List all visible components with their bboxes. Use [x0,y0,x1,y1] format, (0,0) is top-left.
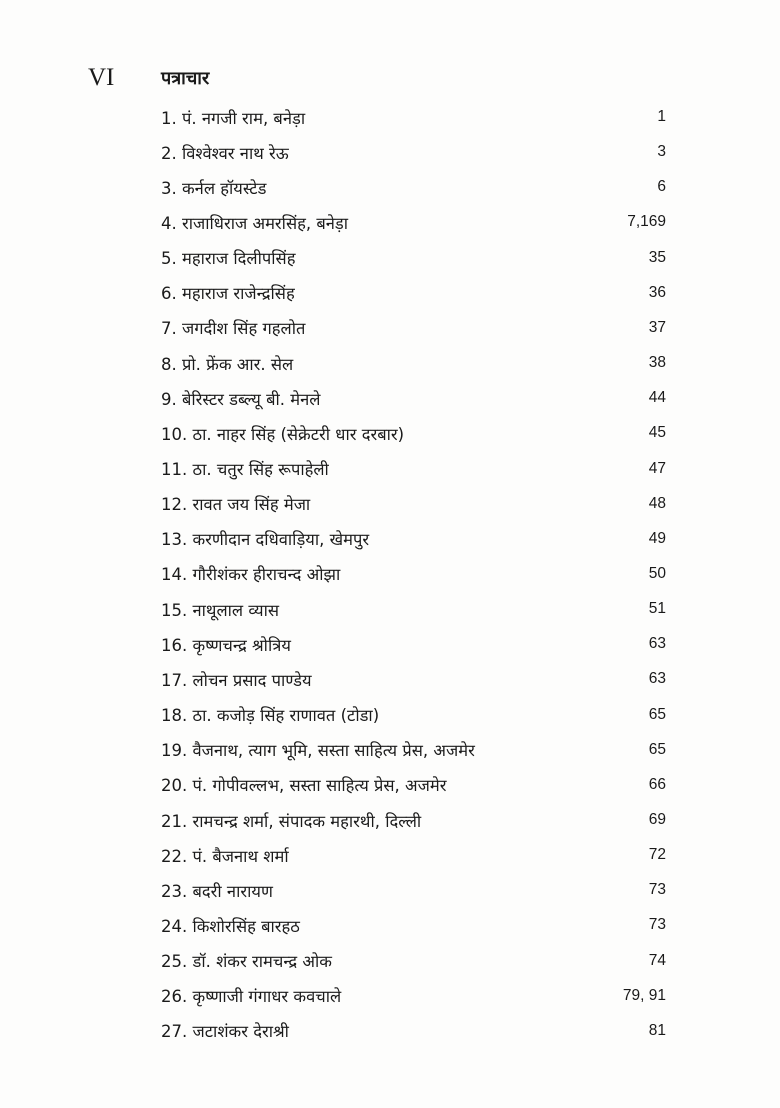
entry-page-number: 6 [657,178,666,196]
contents-entry [161,1016,666,1046]
entry-label: 23. बदरी नारायण [161,881,273,901]
entry-label: 25. डॉ. शंकर रामचन्द्र ओक [161,952,332,972]
entry-label: 3. कर्नल हॉयस्टेड [161,178,267,198]
contents-entry [161,700,666,730]
entry-page-number: 48 [648,494,666,512]
entry-page-number: 1 [657,108,666,125]
entry-page-number: 63 [648,635,666,653]
contents-entry [161,489,666,519]
entry-page-number: 65 [648,705,666,723]
contents-entry [161,172,666,202]
contents-entry [161,664,666,694]
section-number: VI [88,64,115,91]
entry-label: 21. रामचन्द्र शर्मा, संपादक महारथी, दिल्ली [161,811,422,831]
entry-page-number: 3 [657,143,666,161]
contents-entry [161,770,666,800]
entry-label: 13. करणीदान दधिवाड़िया, खेमपुर [161,530,370,550]
entry-label: 10. ठा. नाहर सिंह (सेक्रेटरी धार दरबार) [161,424,405,444]
entry-label: 6. महाराज राजेन्द्रसिंह [161,284,295,304]
entry-label: 4. राजाधिराज अमरसिंह, बनेड़ा [161,213,349,233]
entry-page-number: 37 [648,318,666,336]
entry-page-number: 69 [648,811,666,828]
entry-label: 17. लोचन प्रसाद पाण्डेय [161,670,312,690]
contents-entry [161,348,666,378]
entry-page-number: 36 [648,283,666,301]
contents-entry [161,207,666,237]
entry-label: 15. नाथूलाल व्यास [161,600,279,620]
entry-label: 20. पं. गोपीवल्लभ, सस्ता साहित्य प्रेस, अजमेर [161,776,447,796]
entry-page-number: 51 [648,600,666,618]
contents-entry [161,981,666,1011]
entry-label: 5. महाराज दिलीपसिंह [161,249,296,269]
entry-label: 19. वैजनाथ, त्याग भूमि, सस्ता साहित्य प्रेस, अजमेर [161,741,475,761]
entry-page-number: 72 [648,846,666,864]
contents-entry [161,418,666,448]
entry-label: 12. रावत जय सिंह मेजा [161,495,311,515]
contents-entry [161,805,666,835]
entry-page-number: 66 [648,775,666,793]
entry-label: 27. जटाशंकर देराश्री [161,1022,289,1042]
contents-entry [161,875,666,905]
contents-entry [161,840,666,870]
entry-page-number: 44 [648,389,666,407]
entry-label: 2. विश्वेश्वर नाथ रेऊ [161,143,289,163]
contents-entry [161,629,666,659]
contents-entry [161,313,666,343]
contents-entry [161,559,666,589]
contents-entry [161,735,666,765]
entry-label: 26. कृष्णाजी गंगाधर कवचाले [161,987,342,1007]
contents-entry [161,243,666,273]
entry-label: 7. जगदीश सिंह गहलोत [161,319,306,339]
entry-page-number: 38 [648,354,666,372]
entry-page-number: 45 [648,424,666,442]
entry-page-number: 35 [648,248,666,266]
entry-label: 16. कृष्णचन्द्र श्रोत्रिय [161,635,291,655]
entry-page-number: 47 [648,459,666,477]
entry-page-number: 73 [648,916,666,934]
entry-page-number: 65 [648,740,666,758]
entry-page-number: 49 [648,529,666,547]
entry-page-number: 79, 91 [622,986,666,1004]
contents-entry [161,454,666,484]
contents-entry [161,946,666,976]
entry-label: 1. पं. नगजी राम, बनेड़ा [161,108,306,128]
contents-entry [161,137,666,167]
entry-page-number: 81 [648,1021,666,1039]
entry-label: 14. गौरीशंकर हीराचन्द ओझा [161,565,341,585]
contents-entry [161,524,666,554]
section-title: पत्राचार [161,68,210,89]
contents-entry [161,102,666,132]
contents-entry [161,910,666,940]
entry-label: 22. पं. बैजनाथ शर्मा [161,846,289,866]
entry-label: 11. ठा. चतुर सिंह रूपाहेली [161,460,329,479]
contents-entry [161,278,666,308]
entry-label: 9. बेरिस्टर डब्ल्यू बी. मेनले [161,389,321,409]
entry-page-number: 63 [648,670,666,688]
entry-label: 24. किशोरसिंह बारहठ [161,916,300,936]
entry-page-number: 73 [648,881,666,899]
contents-entry [161,594,666,624]
entry-label: 8. प्रो. फ्रेंक आर. सेल [161,354,294,374]
entry-page-number: 74 [648,951,666,969]
entry-page-number: 50 [648,564,666,582]
entry-page-number: 7,169 [627,213,666,231]
entry-label: 18. ठा. कजोड़ सिंह राणावत (टोडा) [161,706,380,726]
contents-entry [161,383,666,413]
